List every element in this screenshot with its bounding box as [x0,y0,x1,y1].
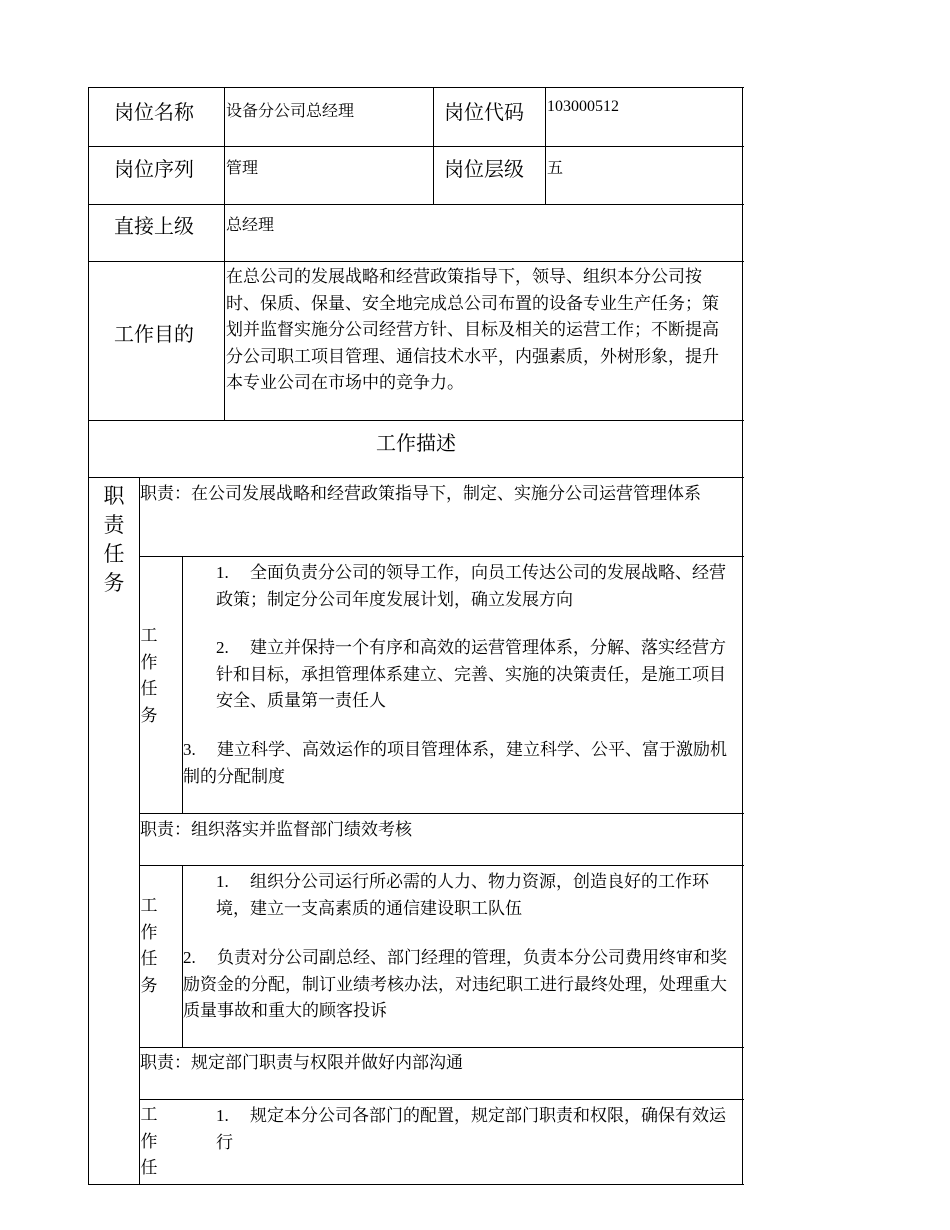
duty-2-task-1: 1. 组织分公司运行所必需的人力、物力资源，创造良好的工作环境，建立一支高素质的通信建设职工队伍 [216,872,709,918]
duty-1-task-3: 3. 建立科学、高效运作的项目管理体系，建立科学、公平、富于激励机制的分配制度 [183,740,727,786]
position-name-label: 岗位名称 [114,102,194,124]
section-label: 职 责 任 务 [103,484,125,595]
table-border [88,87,744,88]
purpose-label: 工作目的 [114,324,194,346]
task-label: 工 作 任 务 [140,896,158,995]
table-border [139,556,744,557]
table-border [88,477,744,478]
duty-3-task-1: 1. 规定本分公司各部门的配置，规定部门职责和权限，确保有效运行 [216,1106,726,1152]
table-border [139,813,744,814]
table-border [433,87,434,205]
level-value: 五 [547,160,564,177]
duty-1-text: 职责：在公司发展战略和经营政策指导下，制定、实施分公司运营管理体系 [140,484,701,503]
position-name-value: 设备分公司总经理 [226,103,355,120]
sequence-label: 岗位序列 [114,159,194,181]
table-border [742,87,743,1185]
table-border [88,146,744,147]
table-border [139,1099,744,1100]
sequence-value: 管理 [226,160,259,177]
table-border [139,865,744,866]
duty-2-task-2: 2. 负责对分公司副总经、部门经理的管理，负责本分公司费用终审和奖励资金的分配，制订业绩考核办法，对违纪职工进行最终处理，处理重大质量事故和重大的顾客投诉 [183,948,727,1020]
table-border [88,87,89,1185]
task-label: 工 作 任 务 [140,626,158,725]
level-label: 岗位层级 [444,159,524,181]
table-border [139,1047,744,1048]
table-border [88,1184,744,1185]
table-border [88,204,744,205]
duty-1-task-2: 2. 建立并保持一个有序和高效的运营管理体系，分解、落实经营方针和目标，承担管理体系建立、完善、实施的决策责任，是施工项目安全、质量第一责任人 [216,638,726,710]
description-title: 工作描述 [376,433,456,455]
superior-value: 总经理 [226,217,275,234]
superior-label: 直接上级 [114,216,194,238]
position-code-label: 岗位代码 [444,102,524,124]
duty-1-task-1: 1. 全面负责分公司的领导工作，向员工传达公司的发展战略、经营政策；制定分公司年度发展计划，确立发展方向 [216,563,726,609]
table-border [88,261,744,262]
duty-3-text: 职责：规定部门职责与权限并做好内部沟通 [140,1053,463,1072]
position-code-value: 103000512 [547,98,619,115]
task-label: 工 作 任 [140,1105,158,1177]
table-border [88,420,744,421]
purpose-text: 在总公司的发展战略和经营政策指导下，领导、组织本分公司按时、保质、保量、安全地完成总公司布置的设备专业生产任务；策划并监督实施分公司经营方针、目标及相关的运营工作；不断提高分公司职工项目管理、通信技术水平，内强素质，外树形象，提升本专业公司在市场中的竞争力。 [226,267,719,392]
duty-2-text: 职责：组织落实并监督部门绩效考核 [140,820,412,839]
